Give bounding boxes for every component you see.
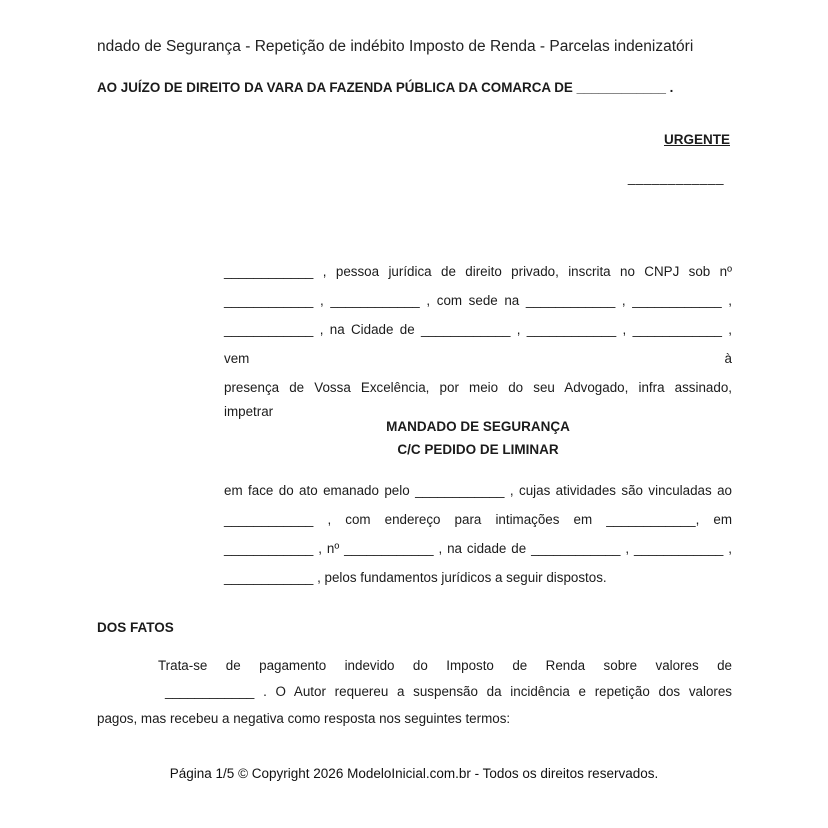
document-top-title: ndado de Segurança - Repetição de indébito Imposto de Renda - Parcelas indenizatóri [97,38,694,55]
respondent-line: ____________ , com endereço para intimações em ____________, em [224,512,732,527]
page-footer: Página 1/5 © Copyright 2026 ModeloInicial.com.br - Todos os direitos reservados. [169,766,659,781]
intro-line: impetrar [224,404,274,419]
date-blank-line: ____________ [627,170,724,185]
addressee-line: AO JUÍZO DE DIREITO DA VARA DA FAZENDA PÚBLICA DA COMARCA DE ____________ . [97,80,674,95]
section-title-dos-fatos: DOS FATOS [97,620,174,635]
intro-line: presença de Vossa Excelência, por meio do seu Advogado, infra assinado, [224,380,732,395]
facts-line: Trata-se de pagamento indevido do Imposto de Renda sobre valores de [158,658,732,673]
respondent-line: ____________ , nº ____________ , na cidade de ____________ , ____________ , [224,541,732,556]
urgente-label: URGENTE [663,132,730,147]
petition-heading [224,415,732,461]
respondent-paragraph [224,476,732,592]
facts-line: ____________ . O Autor requereu a suspensão da incidência e repetição dos valores [165,684,732,699]
intro-line: ____________ , pessoa jurídica de direito privado, inscrita no CNPJ sob nº [224,264,732,279]
facts-line: pagos, mas recebeu a negativa como resposta nos seguintes termos: [97,711,511,726]
respondent-line: em face do ato emanado pelo ____________ , cujas atividades são vinculadas ao [224,483,732,498]
intro-line: ____________ , ____________ , com sede na ____________ , ____________ , [224,293,732,308]
intro-paragraph [224,257,732,422]
respondent-line: ____________ , pelos fundamentos jurídicos a seguir dispostos. [224,570,607,585]
facts-paragraph [97,654,732,732]
intro-line: ____________ , na Cidade de ____________ , ____________ , ____________ , vem à [224,322,732,366]
petition-heading-line2: C/C PEDIDO DE LIMINAR [397,442,559,457]
petition-heading-line1: MANDADO DE SEGURANÇA [386,419,570,434]
